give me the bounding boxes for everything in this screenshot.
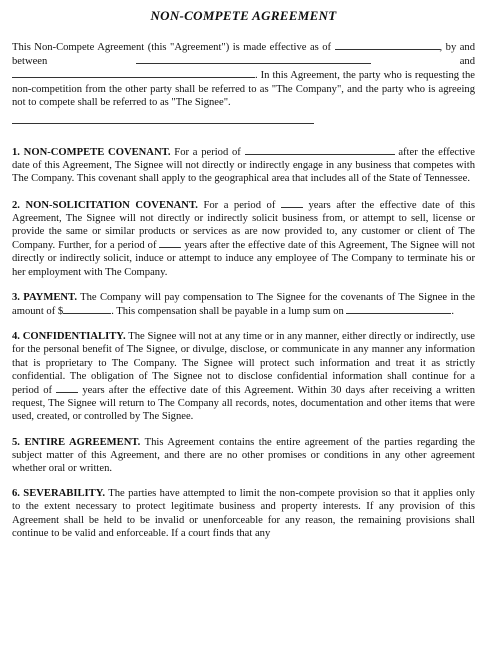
section-2 <box>12 198 475 279</box>
section-4-text-2: years after the effective date of this Agreement. Within 30 days after receiving a written request, The Signee will return to The Company all records, notes, documentation and other items that were used, created, or controlled by The Signee. <box>12 385 475 423</box>
section-6-heading: 6. SEVERABILITY. <box>12 488 106 500</box>
section-3-text-2: . This compensation shall be payable in a lump sum on <box>111 306 344 318</box>
section-3-heading: 3. PAYMENT. <box>12 291 77 303</box>
section-5-heading: 5. ENTIRE AGREEMENT. <box>12 436 141 448</box>
signee-name-blank <box>12 68 255 78</box>
payment-date-blank <box>346 304 451 314</box>
section-6-text-1: The parties have attempted to limit the non-compete provision so that it applies only to the extent necessary to protect legitimate business and property interests. If any provision of this Agreement shall be held to be invalid or unenforceable for any reason, the remaining provisions shall continue to be valid and enforceable. If a court finds that any <box>12 488 475 539</box>
section-1-heading: 1. NON-COMPETE COVENANT. <box>12 147 171 159</box>
section-3 <box>12 291 475 318</box>
effective-date-blank <box>335 40 440 50</box>
section-1-text-2: after the effective date of this Agreement, The Signee will not directly or indirectly engage in any business that competes with The Company. This covenant shall apply to the geographical area that includes all of the State of Tennessee. <box>12 147 476 185</box>
non-compete-period-blank <box>245 145 395 155</box>
section-4-text-1: The Signee will not at any time or in any manner, either directly or indirectly, use for the personal benefit of The Signee, or divulge, disclose, or communicate in any manner any information that is proprietary to The Company. The Signee will protect such information and treat it as strictly confidential. The obligation of The Signee not to disclose confidential information shall continue for a period of <box>12 331 476 397</box>
solicitation-years-blank <box>281 198 303 208</box>
section-5 <box>12 436 475 476</box>
company-name-blank <box>136 54 371 64</box>
section-3-text-1: The Company will pay compensation to The Signee for the covenants of The Signee in the amount of $ <box>12 291 475 318</box>
separator-line <box>12 123 314 124</box>
intro-text-4: . In this Agreement, the party who is requesting the non-competition from the other party shall be referred to as "The Company", and the party who is agreeing not to compete shall be referred to as "The Signee". <box>12 70 475 108</box>
section-4-heading: 4. CONFIDENTIALITY. <box>12 331 126 343</box>
section-2-heading: 2. NON-SOLICITATION COVENANT. <box>12 199 198 211</box>
section-2-text-1: For a period of <box>203 199 276 211</box>
document-title: NON-COMPETE AGREEMENT <box>150 8 337 23</box>
intro-text-3: and <box>459 56 475 68</box>
section-5-text-1: This Agreement contains the entire agreement of the parties regarding the subject matter of this Agreement, and there are no other promises or conditions in any other agreement whether oral or written. <box>12 436 475 475</box>
section-2-text-3: years after the effective date of this Agreement, The Signee will not directly or indirectly solicit, induce or attempt to induce any employee of The Company to terminate his or her employment with The Company. <box>12 240 475 278</box>
section-6 <box>12 487 475 540</box>
intro-paragraph <box>12 40 475 109</box>
section-1 <box>12 145 475 186</box>
intro-text-1: This Non-Compete Agreement (this "Agreement") is made effective as of <box>12 42 332 53</box>
confidentiality-years-blank <box>56 383 78 393</box>
section-1-text-1: For a period of <box>174 147 241 159</box>
intro-text-2: , by and between <box>12 42 475 68</box>
employee-solicitation-years-blank <box>159 238 181 248</box>
section-2-text-2: years after the effective date of this Agreement, The Signee will not directly or indirectly solicit business from, or attempt to sell, license or provide the same or similar products or services as are now provided to, any customer or client of The Company. Further, for a period of <box>12 199 475 252</box>
payment-amount-blank <box>63 304 111 314</box>
section-4 <box>12 330 475 423</box>
section-3-text-3: . <box>451 306 455 318</box>
